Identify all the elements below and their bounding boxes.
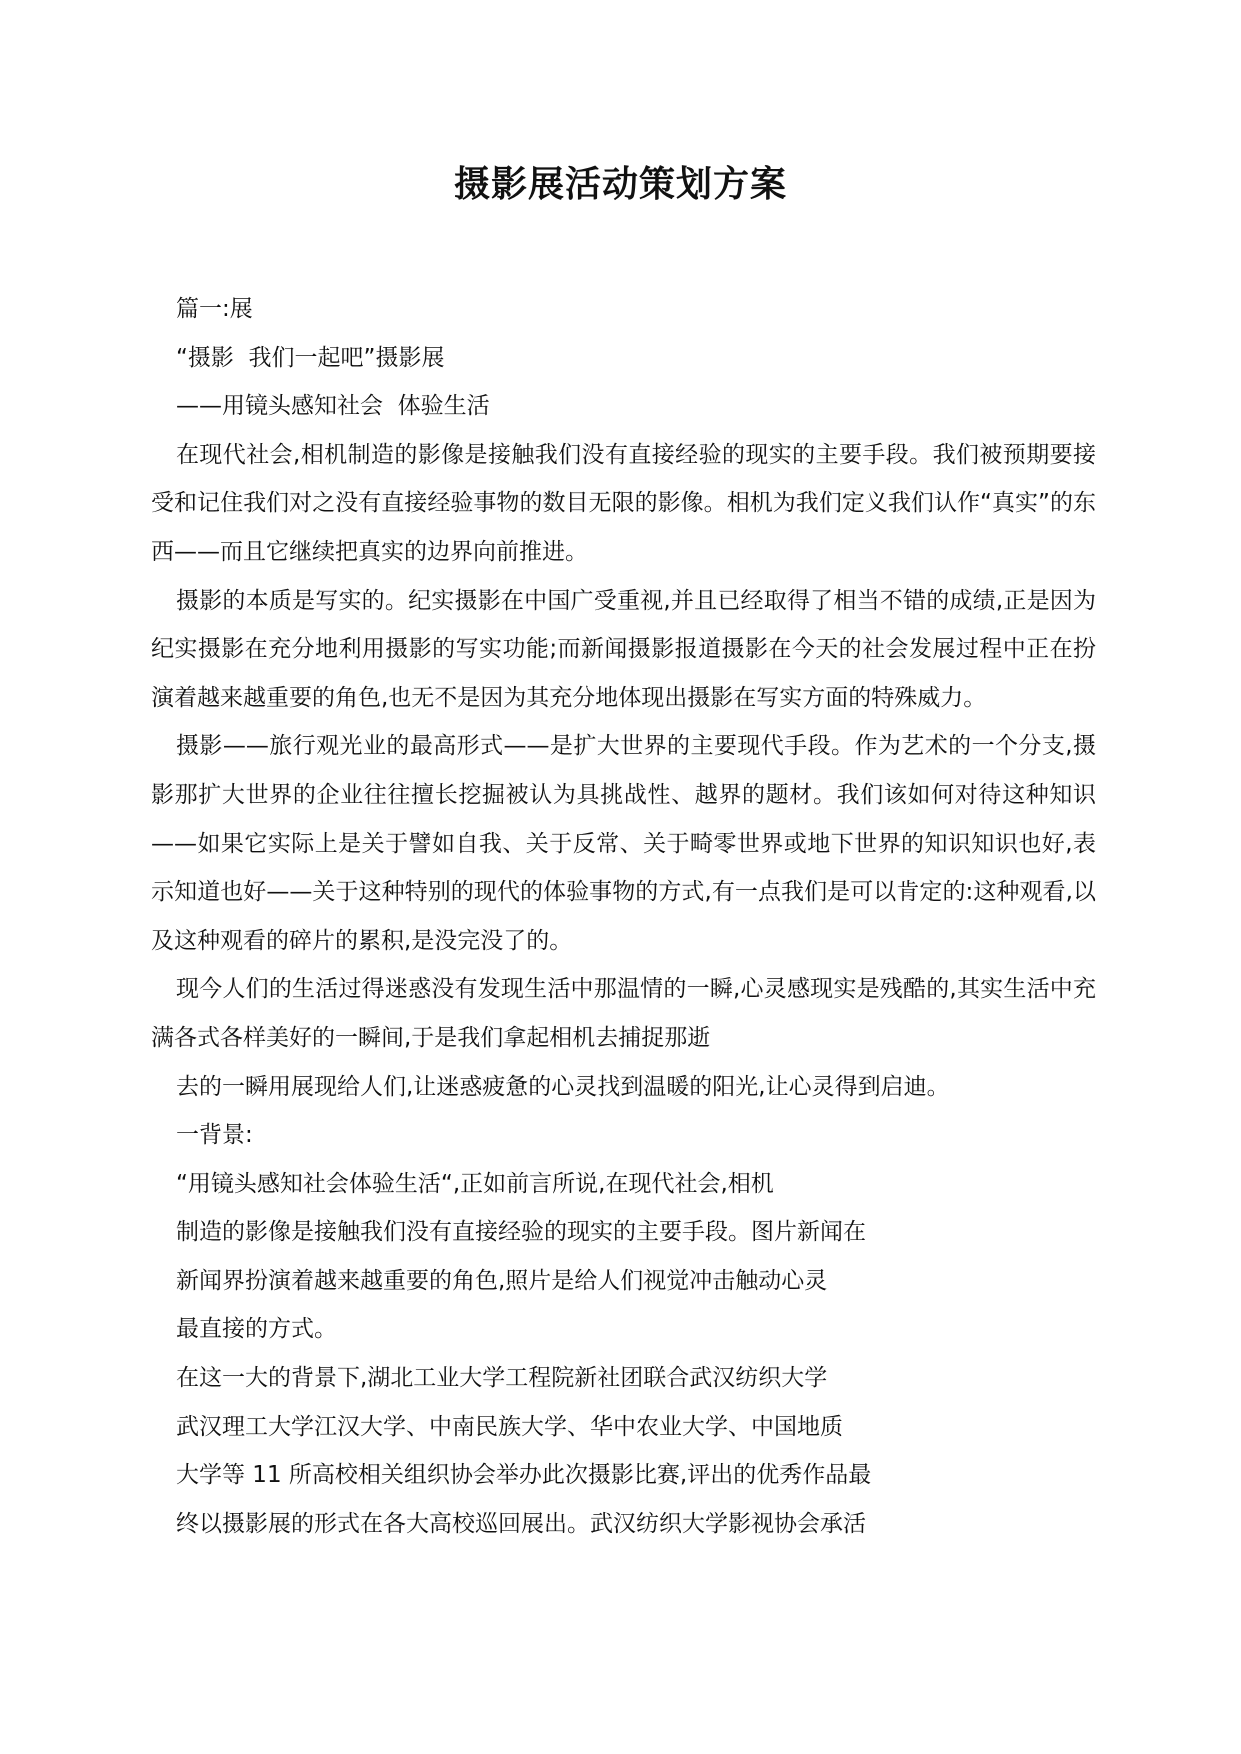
background-line: 最直接的方式。 xyxy=(176,1316,337,1343)
document-title: 摄影展活动策划方案 xyxy=(453,164,787,205)
document-body xyxy=(151,285,1096,1548)
context-line: 终以摄影展的形式在各大高校巡回展出。武汉纺织大学影视协会承活 xyxy=(176,1510,866,1537)
background-line: 新闻界扮演着越来越重要的角色,照片是给人们视觉冲击触动心灵 xyxy=(176,1267,828,1294)
background-heading: 一背景: xyxy=(176,1122,253,1149)
paragraph-modern-life: 现今人们的生活过得迷惑没有发现生活中那温情的一瞬,心灵感现实是残酷的,其实生活中充满各式各样美好的一瞬间,于是我们拿起相机去捕捉那逝 xyxy=(151,976,1096,1051)
slogan: ——用镜头感知社会 体验生活 xyxy=(176,393,490,420)
exhibition-name: “摄影 我们一起吧”摄影展 xyxy=(176,344,445,371)
section-label: 篇一:展 xyxy=(176,296,253,322)
context-line: 武汉理工大学江汉大学、中南民族大学、华中农业大学、中国地质 xyxy=(176,1413,843,1440)
paragraph-travel: 摄影——旅行观光业的最高形式——是扩大世界的主要现代手段。作为艺术的一个分支,摄影那扩大世界的企业往往擅长挖掘被认为具挑战性、越界的题材。我们该如何对待这种知识——如果它实际上是关于譬如自我、关于反常、关于畸零世界或地下世界的知识知识也好,表示知道也好——关于这种特别的现代的体验事物的方式,有一点我们是可以肯定的:这种观看,以及这种观看的碎片的累积,是没完没了的。 xyxy=(151,733,1096,954)
paragraph-documentary: 摄影的本质是写实的。纪实摄影在中国广受重视,并且已经取得了相当不错的成绩,正是因为纪实摄影在充分地利用摄影的写实功能;而新闻摄影报道摄影在今天的社会发展过程中正在扮演着越来越重要的角色,也无不是因为其充分地体现出摄影在写实方面的特殊威力。 xyxy=(151,587,1096,711)
paragraph-continued-line: 去的一瞬用展现给人们,让迷惑疲惫的心灵找到温暖的阳光,让心灵得到启迪。 xyxy=(176,1073,950,1100)
background-line: 制造的影像是接触我们没有直接经验的现实的主要手段。图片新闻在 xyxy=(176,1219,866,1246)
context-line: 在这一大的背景下,湖北工业大学工程院新社团联合武汉纺织大学 xyxy=(176,1365,828,1392)
paragraph-intro: 在现代社会,相机制造的影像是接触我们没有直接经验的现实的主要手段。我们被预期要接受和记住我们对之没有直接经验事物的数目无限的影像。相机为我们定义我们认作“真实”的东西——而且它继续把真实的边界向前推进。 xyxy=(151,441,1096,565)
context-line: 大学等 11 所高校相关组织协会举办此次摄影比赛,评出的优秀作品最 xyxy=(176,1462,872,1489)
background-line: “用镜头感知社会体验生活“,正如前言所说,在现代社会,相机 xyxy=(176,1170,774,1197)
